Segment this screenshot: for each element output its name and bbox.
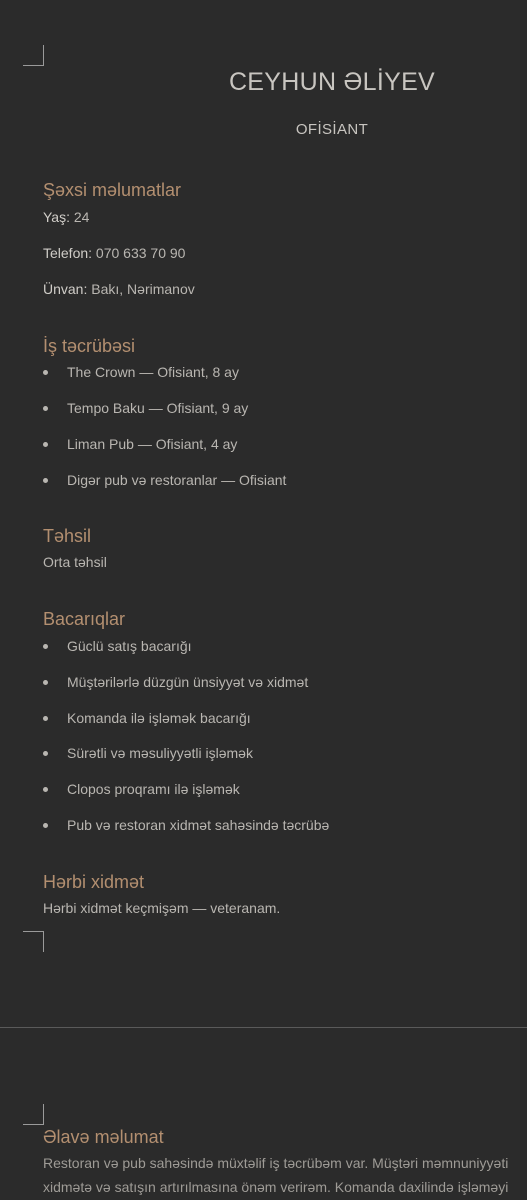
age-value: 24 xyxy=(69,209,90,225)
bullet-icon xyxy=(43,478,48,483)
age-label: Yaş: xyxy=(43,209,70,225)
section-heading-personal: Şəxsi məlumatlar xyxy=(43,180,182,200)
bullet-icon xyxy=(43,406,48,411)
bullet-icon xyxy=(43,823,48,828)
section-heading-skills: Bacarıqlar xyxy=(43,609,126,629)
education-text: Orta təhsil xyxy=(43,554,107,570)
resume-page-2 xyxy=(0,1028,527,1200)
phone-label: Telefon: xyxy=(43,245,93,261)
section-heading-experience: İş təcrübəsi xyxy=(43,336,136,356)
address-line xyxy=(43,281,195,297)
address-value: Bakı, Nərimanov xyxy=(87,281,195,297)
section-heading-additional: Əlavə məlumat xyxy=(43,1127,164,1147)
bullet-icon xyxy=(43,442,48,447)
bullet-icon xyxy=(43,751,48,756)
candidate-name: CEYHUN ƏLİYEV xyxy=(228,68,436,96)
bullet-icon xyxy=(43,644,48,649)
military-text: Hərbi xidmət keçmişəm — veteranam. xyxy=(43,900,281,916)
additional-text-line: Restoran və pub sahəsində müxtəlif iş təcrübəm var. Müştəri məmnuniyyəti xyxy=(43,1155,509,1171)
bullet-icon xyxy=(43,370,48,375)
phone-value: 070 633 70 90 xyxy=(92,245,186,261)
section-heading-military: Hərbi xidmət xyxy=(43,872,145,892)
address-label: Ünvan: xyxy=(43,281,88,297)
phone-line xyxy=(43,245,185,261)
page-corner-mark xyxy=(23,1104,44,1125)
page-corner-mark xyxy=(23,45,44,66)
additional-text-line: xidmətə və satışın artırılmasına önəm verirəm. Komanda daxilində işləməyi xyxy=(43,1179,509,1195)
candidate-role: OFİSİANT xyxy=(295,121,369,138)
resume-page-1: CEYHUN ƏLİYEV OFİSİANT Şəxsi məlumatlar Yaş: 24 Telefon: 070 633 70 90 Ünvan: Bakı, Nərimanov İş təcrübəsi The Crown — Ofisiant, 8 ay Tempo Baku — Ofisiant, 9 ay Liman Pub — Ofisiant, 4 ay Digər pub və restoranlar — Ofisiant Təhsil Orta təhsil Bacarıqlar Güclü satış bacarığı Müştərilərlə düzgün ünsiyyət və xidmət Komanda ilə işləmək bacarığı Sürətli və məsuliyyətli işləmək Clopos proqramı ilə işləmək Pub və restoran xidmət sahəsində təcrübə Hərbi xidmət Hərbi xidmət keçmişəm — veteranam. xyxy=(0,0,527,1028)
bullet-icon xyxy=(43,787,48,792)
section-heading-education: Təhsil xyxy=(43,526,92,546)
bullet-icon xyxy=(43,680,48,685)
bullet-icon xyxy=(43,716,48,721)
page-corner-mark xyxy=(23,931,44,952)
age-line xyxy=(43,209,89,225)
